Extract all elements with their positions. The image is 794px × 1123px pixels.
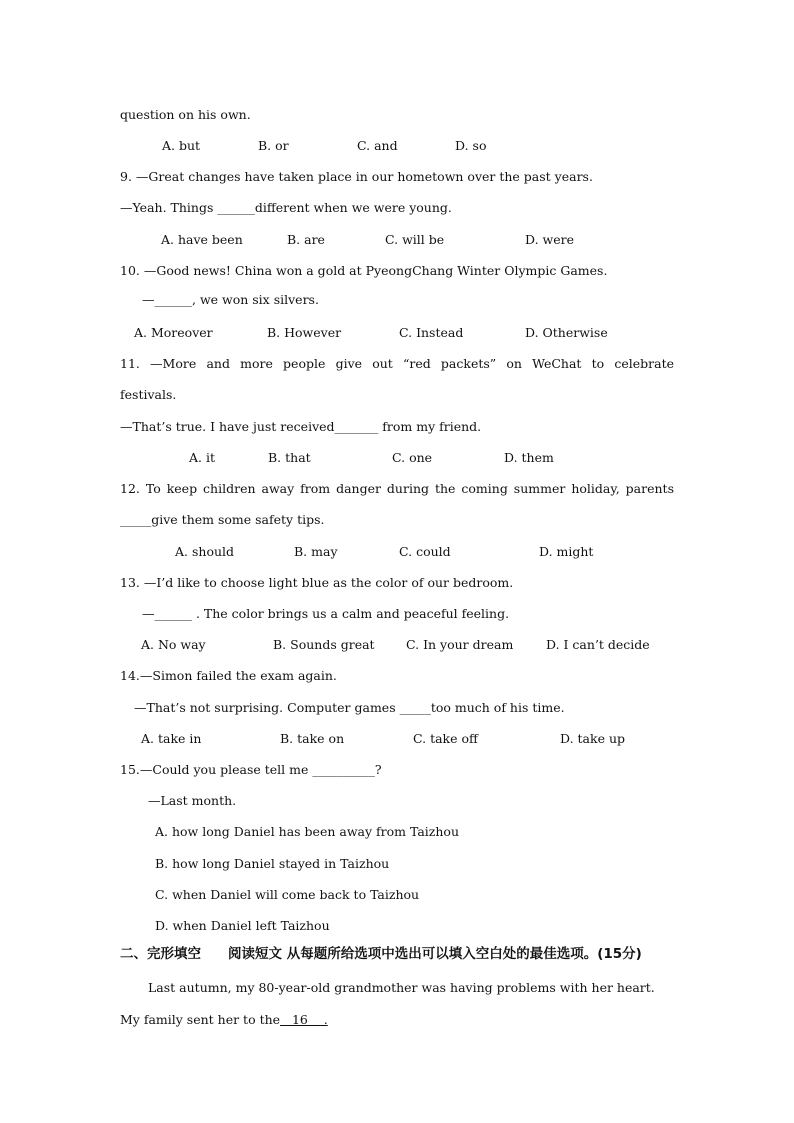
q14-option-a: A. take in: [141, 731, 202, 746]
q8-option-b: B. or: [258, 138, 289, 153]
q12-option-c: C. could: [399, 544, 451, 559]
q14-reply: —That’s not surprising. Computer games _____too much of his time.: [134, 700, 565, 715]
q9-reply: —Yeah. Things ______different when we were young.: [120, 200, 452, 215]
q15-option-a: A. how long Daniel has been away from Taizhou: [155, 824, 459, 839]
q9-option-c: C. will be: [385, 232, 445, 247]
q13-stem: 13. —I’d like to choose light blue as the color of our bedroom.: [120, 575, 514, 590]
passage-line-1: Last autumn, my 80-year-old grandmother was having problems with her heart.: [148, 980, 655, 995]
q15-reply: —Last month.: [148, 793, 237, 808]
q11-option-a: A. it: [189, 450, 215, 465]
q14-option-c: C. take off: [413, 731, 478, 746]
passage-line-2: [120, 1012, 328, 1028]
q8-option-c: C. and: [357, 138, 398, 153]
q8-option-a: A. but: [162, 138, 201, 153]
q11-option-b: B. that: [268, 450, 311, 465]
q8-stem-tail: question on his own.: [120, 107, 251, 122]
q11-stem-cont: festivals.: [120, 387, 177, 402]
q15-stem: 15.—Could you please tell me __________?: [120, 762, 382, 777]
q10-option-b: B. However: [267, 325, 342, 340]
q13-option-a: A. No way: [141, 637, 206, 652]
q11-option-c: C. one: [392, 450, 433, 465]
q13-reply: —______ . The color brings us a calm and peaceful feeling.: [142, 606, 510, 621]
q15-option-c: C. when Daniel will come back to Taizhou: [155, 887, 420, 902]
q14-stem: 14.—Simon failed the exam again.: [120, 668, 337, 683]
q10-stem: 10. —Good news! China won a gold at PyeongChang Winter Olympic Games.: [120, 263, 608, 278]
passage-line-2-text: My family sent her to the: [120, 1012, 281, 1027]
q11-reply: —That’s true. I have just received_______ from my friend.: [120, 419, 482, 434]
q12-stem: 12. To keep children away from danger during the coming summer holiday, parents: [120, 481, 674, 496]
q12-option-d: D. might: [539, 544, 594, 559]
q11-stem: 11. —More and more people give out “red packets” on WeChat to celebrate: [120, 356, 674, 371]
q14-option-d: D. take up: [560, 731, 625, 746]
q10-reply: —______, we won six silvers.: [142, 292, 319, 307]
blank-16: 16 .: [280, 1012, 328, 1027]
q12-option-a: A. should: [175, 544, 235, 559]
q13-option-b: B. Sounds great: [273, 637, 375, 652]
q9-option-b: B. are: [287, 232, 325, 247]
q14-option-b: B. take on: [280, 731, 345, 746]
q10-option-a: A. Moreover: [134, 325, 213, 340]
q9-stem: 9. —Great changes have taken place in our hometown over the past years.: [120, 169, 593, 184]
q9-option-a: A. have been: [161, 232, 243, 247]
q10-option-c: C. Instead: [399, 325, 464, 340]
q12-option-b: B. may: [294, 544, 338, 559]
q11-option-d: D. them: [504, 450, 554, 465]
q10-option-d: D. Otherwise: [525, 325, 608, 340]
q13-option-c: C. In your dream: [406, 637, 514, 652]
q15-option-b: B. how long Daniel stayed in Taizhou: [155, 856, 390, 871]
section-2-title: 二、完形填空 阅读短文 从每题所给选项中选出可以填入空白处的最佳选项。(15分): [120, 946, 642, 962]
q12-stem-cont: _____give them some safety tips.: [120, 512, 325, 527]
q9-option-d: D. were: [525, 232, 574, 247]
q15-option-d: D. when Daniel left Taizhou: [155, 918, 330, 933]
q13-option-d: D. I can’t decide: [546, 637, 650, 652]
q8-option-d: D. so: [455, 138, 487, 153]
